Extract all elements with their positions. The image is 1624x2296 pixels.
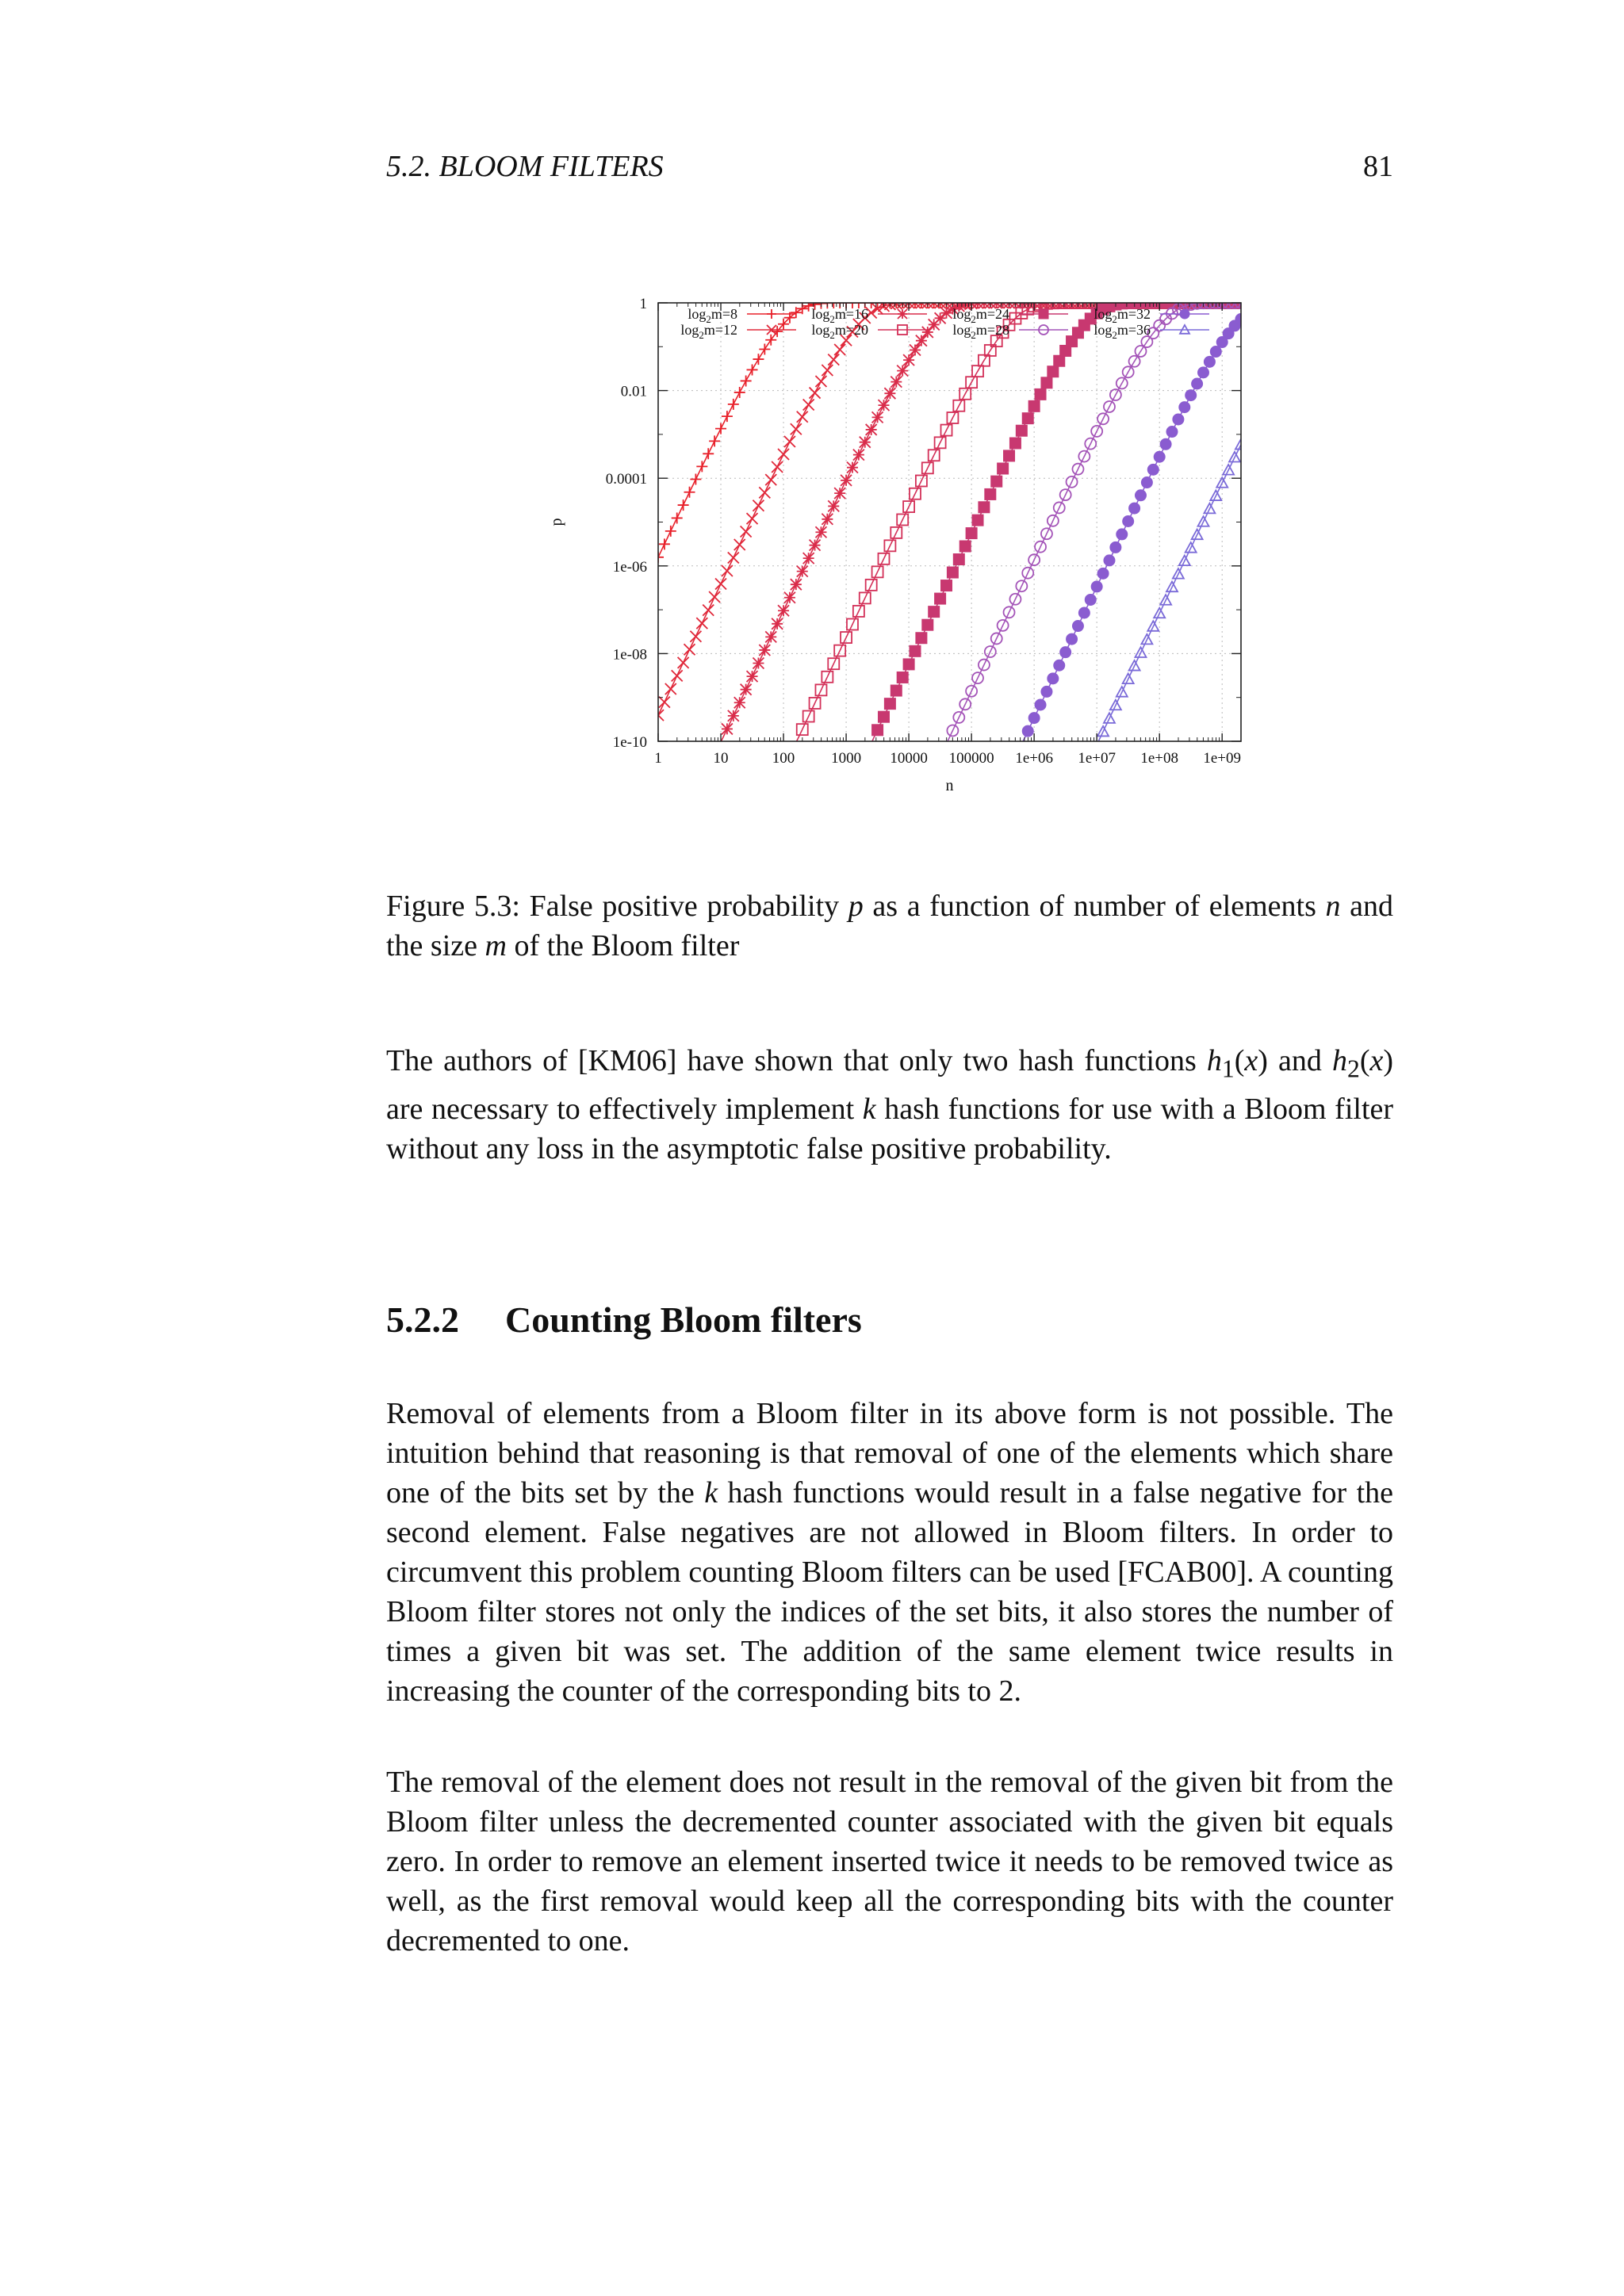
marker-cross — [734, 539, 745, 550]
marker-star — [898, 309, 907, 319]
marker-plus — [767, 309, 776, 319]
math-x: x — [1244, 1044, 1258, 1077]
marker-plus — [728, 399, 739, 410]
marker-cross — [696, 618, 707, 629]
marker-star — [803, 553, 814, 564]
section-title: Counting Bloom filters — [505, 1299, 862, 1340]
marker-cross — [791, 423, 802, 434]
math-sub: 2 — [1347, 1054, 1360, 1083]
marker-filled-circle — [1154, 451, 1165, 462]
marker-cross — [741, 526, 752, 538]
marker-filled-square — [916, 633, 927, 644]
marker-cross — [803, 400, 814, 411]
caption-var-m: m — [485, 929, 507, 962]
para-text: Removal of elements from a Bloom filter in its above form is not possible. The intuition behind that reasoning is that removal of one of the elements which share one of the bits set by the — [386, 1397, 1393, 1510]
math-sub: 1 — [1221, 1054, 1235, 1083]
legend-entry — [952, 322, 1068, 341]
marker-filled-square — [872, 725, 883, 736]
marker-filled-square — [910, 645, 921, 656]
legend-label: $\log_2m=24$ — [952, 306, 1009, 325]
marker-cross — [747, 513, 758, 524]
marker-filled-square — [1035, 388, 1046, 400]
y-tick-label: 1 — [639, 296, 647, 312]
marker-filled-square — [1022, 413, 1033, 424]
marker-cross — [690, 631, 701, 642]
marker-star — [747, 671, 758, 682]
y-tick-label: 1e-06 — [612, 558, 647, 576]
marker-cross — [815, 376, 826, 387]
marker-star — [772, 618, 783, 629]
marker-filled-circle — [1028, 713, 1040, 724]
marker-filled-square — [903, 659, 914, 670]
marker-filled-circle — [1110, 541, 1121, 553]
math-paren: ( — [1359, 1044, 1370, 1077]
y-tick-label: 1e-10 — [612, 734, 647, 751]
chart-series-group — [653, 297, 1247, 763]
marker-star — [797, 566, 808, 577]
marker-star — [822, 514, 833, 525]
paragraph-km06 — [386, 1041, 1393, 1169]
marker-plus — [734, 387, 745, 398]
marker-cross — [709, 591, 720, 603]
marker-filled-square — [1004, 450, 1015, 461]
y-axis-label: p — [548, 518, 565, 526]
marker-star — [728, 710, 739, 721]
x-tick-label: 1e+09 — [1203, 750, 1242, 767]
marker-star — [884, 388, 895, 399]
marker-star — [741, 684, 752, 695]
marker-filled-circle — [1097, 568, 1109, 579]
x-tick-label: 1 — [654, 750, 662, 767]
x-tick-label: 1e+08 — [1140, 750, 1179, 767]
chart-ticks — [606, 296, 1241, 767]
marker-filled-square — [929, 607, 940, 618]
x-tick-label: 100 — [772, 750, 795, 767]
math-paren: ) — [1258, 1044, 1268, 1077]
marker-star — [722, 723, 733, 734]
page-number: 81 — [1363, 150, 1393, 183]
marker-star — [922, 327, 933, 338]
marker-star — [878, 400, 889, 411]
series-line — [787, 303, 1241, 763]
marker-cross — [753, 500, 764, 511]
marker-cross — [665, 683, 676, 695]
marker-plus — [665, 526, 676, 537]
series-log2m-12 — [653, 297, 1247, 721]
legend-label: $\log_2m=12$ — [680, 322, 737, 341]
legend-label: $\log_2m=28$ — [952, 322, 1009, 341]
marker-cross — [772, 461, 783, 473]
marker-filled-square — [1054, 355, 1065, 366]
caption-var-n: n — [1325, 890, 1341, 923]
caption-text: of the Bloom filter — [514, 929, 740, 962]
caption-label: Figure 5.3: — [386, 890, 520, 923]
marker-cross — [684, 644, 695, 655]
marker-filled-circle — [1104, 555, 1115, 566]
marker-filled-square — [972, 515, 983, 526]
marker-star — [778, 605, 789, 616]
marker-filled-circle — [1035, 699, 1046, 710]
marker-filled-square — [922, 619, 933, 630]
marker-filled-square — [953, 554, 964, 565]
marker-cross — [722, 565, 733, 576]
marker-cross — [828, 354, 839, 365]
marker-star — [903, 354, 914, 365]
legend-entry — [811, 322, 927, 341]
marker-cross — [759, 487, 770, 498]
marker-plus — [672, 512, 683, 523]
marker-star — [753, 658, 764, 669]
marker-filled-circle — [1179, 402, 1190, 413]
marker-cross — [834, 344, 845, 355]
marker-star — [815, 526, 826, 538]
section-heading — [386, 1297, 1393, 1343]
legend-label: $\log_2m=32$ — [1094, 306, 1151, 325]
marker-filled-circle — [1180, 309, 1189, 319]
marker-filled-square — [979, 502, 990, 513]
marker-star — [759, 645, 770, 656]
marker-filled-square — [897, 672, 908, 683]
marker-filled-square — [985, 488, 996, 499]
series-log2m-16 — [710, 297, 1247, 763]
series-log2m-24 — [862, 297, 1247, 763]
marker-filled-circle — [1067, 633, 1078, 645]
paragraph-removal: The removal of the element does not result in the removal of the given bit from the Bloom filter unless the decremented counter associated with the given bit equals zero. In order to remove an element inserted twice it needs to be removed twice as well, as the first removal would keep all the corresponding bits with the counter decremented to one. — [386, 1766, 1393, 1957]
marker-star — [841, 475, 852, 486]
chart-grid — [658, 303, 1241, 741]
marker-cross — [678, 657, 689, 668]
marker-star — [860, 437, 871, 448]
marker-filled-circle — [1085, 594, 1096, 605]
marker-plus — [696, 461, 707, 472]
marker-star — [935, 312, 946, 323]
marker-plus — [759, 343, 770, 354]
x-tick-label: 1000 — [831, 750, 862, 767]
marker-filled-square — [1048, 366, 1059, 377]
para-text: The authors of [KM06] have shown that only two hash functions — [386, 1044, 1197, 1077]
plot-frame — [658, 303, 1241, 741]
marker-filled-circle — [1072, 621, 1083, 632]
y-tick-label: 0.0001 — [605, 471, 647, 488]
marker-star — [784, 592, 795, 603]
marker-filled-circle — [1022, 725, 1033, 737]
marker-star — [734, 697, 745, 708]
math-h: h — [1332, 1044, 1347, 1077]
marker-star — [810, 540, 821, 551]
x-tick-label: 1e+06 — [1015, 750, 1053, 767]
para-text: and — [1278, 1044, 1322, 1077]
math-paren: ( — [1234, 1044, 1245, 1077]
math-h: h — [1206, 1044, 1222, 1077]
marker-plus — [753, 354, 764, 365]
figure-caption — [386, 886, 1393, 966]
marker-filled-circle — [1129, 503, 1140, 514]
marker-filled-circle — [1185, 390, 1197, 401]
series-line — [1089, 445, 1241, 762]
marker-filled-square — [1009, 438, 1021, 449]
marker-filled-circle — [1123, 515, 1134, 526]
math-k: k — [704, 1476, 718, 1510]
marker-filled-square — [998, 463, 1009, 474]
math-paren: ) — [1383, 1044, 1394, 1077]
marker-filled-square — [947, 567, 958, 578]
marker-filled-square — [878, 711, 889, 722]
marker-filled-circle — [1160, 438, 1171, 450]
marker-plus — [722, 411, 733, 422]
marker-filled-square — [935, 593, 946, 604]
marker-filled-square — [941, 580, 952, 591]
marker-star — [866, 424, 877, 435]
x-tick-label: 10 — [713, 750, 729, 767]
marker-filled-square — [1039, 309, 1048, 319]
marker-star — [828, 500, 839, 511]
y-tick-label: 1e-08 — [612, 646, 647, 664]
marker-plus — [684, 487, 695, 498]
running-head-section: 5.2. BLOOM FILTERS — [386, 150, 664, 183]
paragraph-counting-intro — [386, 1394, 1393, 1711]
para-text: hash functions would result in a false negative for the second element. False negatives are not allowed in Bloom filters. In order to circumvent this problem counting Bloom filters can be used [FCAB00]. A counting Bloom filter stores not only the indices of the set bits, it also stores the number of times a given bit was set. The addition of the same element twice results in increasing the counter of the corresponding bits to 2. — [386, 1476, 1394, 1708]
marker-plus — [709, 435, 720, 446]
legend-label: $\log_2m=8$ — [688, 306, 737, 325]
x-tick-label: 10000 — [890, 750, 928, 767]
marker-plus — [765, 335, 776, 346]
marker-star — [897, 365, 908, 377]
marker-star — [910, 344, 921, 355]
marker-filled-square — [991, 476, 1002, 487]
marker-star — [872, 411, 883, 423]
marker-cross — [784, 436, 795, 447]
marker-filled-square — [884, 698, 895, 710]
marker-filled-circle — [1135, 490, 1146, 501]
marker-filled-circle — [1060, 647, 1071, 658]
marker-cross — [765, 474, 776, 485]
marker-star — [791, 579, 802, 590]
marker-filled-circle — [1116, 529, 1128, 540]
marker-filled-circle — [1192, 378, 1203, 389]
marker-plus — [715, 423, 726, 434]
marker-filled-circle — [1147, 464, 1159, 475]
series-log2m-20 — [787, 297, 1247, 763]
marker-filled-circle — [1091, 581, 1102, 592]
y-tick-label: 0.01 — [620, 383, 647, 400]
x-tick-label: 100000 — [948, 750, 994, 767]
marker-plus — [690, 474, 701, 485]
series-line — [658, 303, 1241, 557]
marker-plus — [741, 375, 752, 386]
false-positive-chart — [515, 285, 1269, 825]
marker-filled-circle — [1054, 660, 1065, 671]
marker-star — [891, 377, 902, 388]
section-number: 5.2.2 — [386, 1299, 459, 1340]
figure-5-3 — [515, 285, 1269, 825]
legend-label: $\log_2m=20$ — [811, 322, 868, 341]
para-text: hash functions for use with a Bloom filter without any loss in the asymptotic false positive probability. — [386, 1092, 1394, 1165]
marker-cross — [797, 411, 808, 423]
series-log2m-36 — [1089, 439, 1247, 762]
running-head — [386, 147, 1393, 186]
math-x: x — [1369, 1044, 1384, 1077]
marker-cross — [703, 605, 714, 616]
legend-label: $\log_2m=16$ — [811, 306, 868, 325]
marker-filled-square — [1016, 425, 1027, 436]
marker-filled-square — [959, 541, 971, 552]
marker-filled-circle — [1204, 356, 1215, 367]
marker-filled-circle — [1166, 427, 1178, 438]
marker-cross — [672, 670, 683, 681]
marker-filled-circle — [1048, 673, 1059, 684]
marker-plus — [703, 448, 714, 459]
marker-filled-square — [891, 685, 902, 696]
math-k: k — [862, 1092, 876, 1126]
marker-filled-square — [966, 528, 977, 539]
caption-text: False positive probability — [529, 890, 840, 923]
marker-filled-circle — [1041, 686, 1052, 697]
marker-filled-circle — [1198, 367, 1209, 378]
marker-cross — [822, 365, 833, 376]
marker-star — [847, 462, 858, 473]
marker-plus — [678, 499, 689, 511]
marker-filled-circle — [1173, 414, 1184, 425]
marker-cross — [659, 697, 670, 708]
marker-filled-circle — [1141, 477, 1152, 488]
marker-filled-square — [1041, 377, 1052, 388]
marker-filled-circle — [1078, 607, 1090, 618]
caption-var-p: p — [848, 890, 864, 923]
marker-star — [916, 335, 927, 346]
marker-filled-circle — [1210, 346, 1221, 358]
caption-text: and the size — [386, 890, 1394, 962]
marker-plus — [747, 364, 758, 375]
x-tick-label: 1e+07 — [1078, 750, 1116, 767]
marker-star — [853, 450, 864, 461]
x-axis-label: n — [945, 777, 954, 794]
caption-text: as a function of number of elements — [872, 890, 1316, 923]
marker-star — [765, 631, 776, 642]
marker-filled-square — [1028, 400, 1040, 411]
marker-star — [834, 488, 845, 499]
para-text: are necessary to effectively implement — [386, 1092, 855, 1126]
marker-cross — [728, 552, 739, 563]
legend-label: $\log_2m=36$ — [1094, 322, 1151, 341]
marker-plus — [659, 538, 670, 549]
marker-cross — [810, 388, 821, 399]
